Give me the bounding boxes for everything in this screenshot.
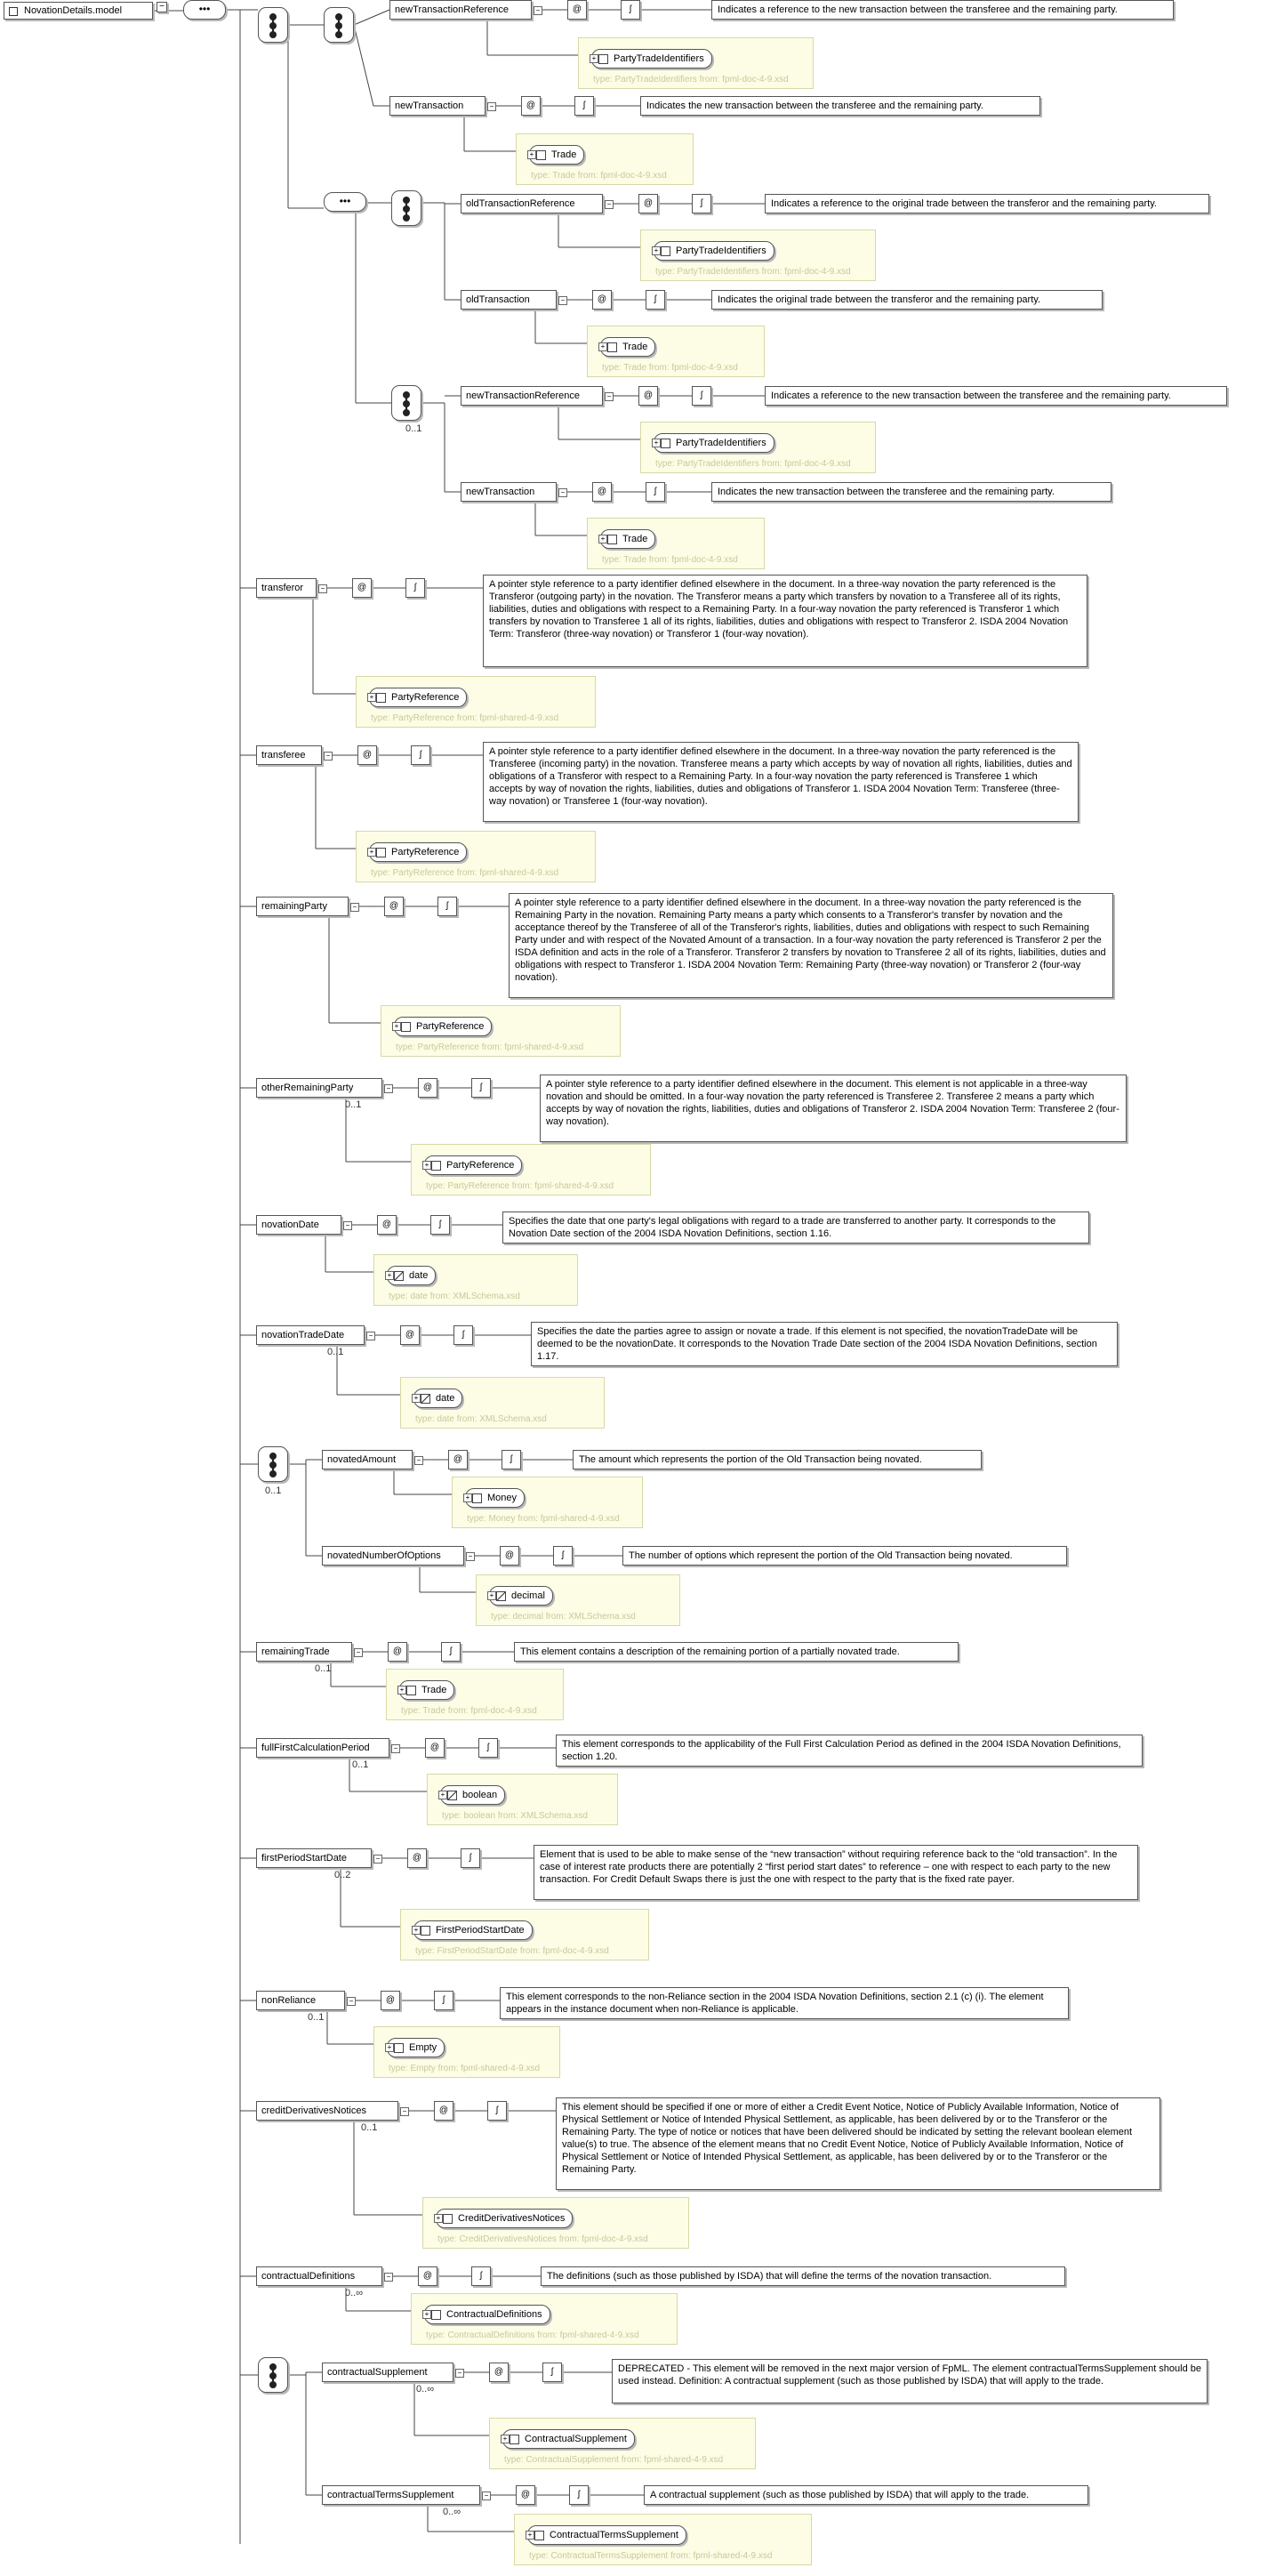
type-expand-toggle[interactable]: + [412,1926,421,1935]
type-expand-toggle[interactable]: + [422,2310,431,2319]
element-cardinality: 0..1 [352,1759,369,1770]
type-box [427,1774,618,1825]
attribute-icon[interactable]: @ [388,1642,407,1662]
attribute-icon[interactable]: @ [384,897,404,916]
annotation-icon[interactable]: ʃ [441,1642,461,1662]
expand-toggle[interactable]: − [487,102,496,111]
root-collapse-toggle[interactable]: − [156,2,167,12]
annotation-icon[interactable]: ʃ [405,578,425,598]
expand-toggle[interactable]: − [366,1332,375,1340]
type-info: type: PartyTradeIdentifiers from: fpml-doc-4-9.xsd [655,267,851,277]
type-name[interactable]: Trade [600,529,655,549]
type-info: type: ContractualTermsSupplement from: fpml-shared-4-9.xsd [529,2551,773,2561]
choice-compositor[interactable] [391,385,421,421]
type-box [373,1254,578,1306]
type-box [587,518,765,569]
attribute-icon[interactable]: @ [489,2363,509,2382]
type-info: type: date from: XMLSchema.xsd [389,1292,520,1301]
type-name[interactable]: date [387,1266,436,1285]
expand-toggle[interactable]: − [482,2491,491,2500]
type-expand-toggle[interactable]: + [527,150,536,159]
annotation-icon[interactable]: ʃ [692,386,711,406]
type-info: type: PartyReference from: fpml-shared-4-9.xsd [371,713,559,723]
element-novationTradeDate[interactable]: novationTradeDate [256,1325,365,1345]
type-expand-toggle[interactable]: + [397,1686,406,1695]
annotation-icon[interactable]: ʃ [434,1991,453,2010]
type-name[interactable]: PartyTradeIdentifiers [654,433,774,453]
type-box [640,422,876,473]
expand-toggle[interactable]: − [414,1456,423,1465]
type-name[interactable]: ContractualDefinitions [424,2305,550,2324]
attribute-icon[interactable]: @ [448,1450,468,1469]
annotation-icon[interactable]: ʃ [646,482,665,502]
type-name[interactable]: PartyReference [424,1155,522,1175]
compositor-cardinality: 0..1 [265,1485,282,1496]
attribute-icon[interactable]: @ [521,96,541,116]
attribute-icon[interactable]: @ [400,1325,420,1345]
type-box [411,1144,651,1195]
type-box [422,2197,689,2249]
type-info: type: date from: XMLSchema.xsd [415,1414,547,1424]
annotation-icon[interactable]: ʃ [502,1450,521,1469]
element-documentation: A pointer style reference to a party identifier defined elsewhere in the document. In a three-way novation the party referenced is the Transferor (outgoing party) in the novation. The Transferor means a party which transfers by novation to a Transferee all of its rights, liabilities, duties and obligations with respect to a Remaining Party. In a four-way novation the party referenced is Transferor 1 which transfers by novation to Transferee 1 all of its rights, liabilities, duties and obligations with respect to Transferor 2. ISDA 2004 Novation Term: Transferor (three-way novation) or Transferor 1 (four-way novation). [483,575,1087,667]
type-name[interactable]: FirstPeriodStartDate [413,1920,533,1940]
type-name[interactable]: Trade [399,1680,454,1700]
element-documentation: DEPRECATED - This element will be removed in the next major version of FpML. The element contractualTermsSupplement should be used instead. Definition: A contractual supplement (such as those published by ISDA) that will apply to the trade. [612,2359,1208,2403]
type-expand-toggle[interactable]: + [501,2435,510,2443]
element-documentation: Indicates the new transaction between the transferee and the remaining party. [711,482,1112,502]
annotation-icon[interactable]: ʃ [692,194,711,213]
type-expand-toggle[interactable]: + [487,1591,496,1600]
element-contractualTermsSupplement[interactable]: contractualTermsSupplement [322,2485,480,2505]
type-name[interactable]: Money [465,1488,525,1508]
attribute-icon[interactable]: @ [567,0,587,20]
choice-compositor[interactable] [258,1446,288,1482]
element-transferee[interactable]: transferee [256,745,322,765]
compositor-cardinality: 0..1 [405,423,422,434]
annotation-icon[interactable]: ʃ [553,1546,573,1566]
element-cardinality: 0..1 [308,2012,325,2023]
element-novatedNumberOfOptions[interactable]: novatedNumberOfOptions [322,1546,464,1566]
element-novatedAmount[interactable]: novatedAmount [322,1450,413,1469]
expand-toggle[interactable]: − [534,6,542,15]
element-documentation: Indicates the original trade between the transferor and the remaining party. [711,290,1103,310]
type-expand-toggle[interactable]: + [438,1791,447,1799]
attribute-icon[interactable]: @ [357,745,377,765]
element-nonReliance[interactable]: nonReliance [256,1991,345,2010]
element-documentation: Specifies the date that one party's legal obligations with regard to a trade are transferred to another party. It corresponds to the Novation Date section of the 2004 ISDA Novation Definitions, section 1.16. [502,1212,1089,1244]
type-name[interactable]: PartyTradeIdentifiers [654,241,774,261]
type-box [516,133,694,185]
type-info: type: PartyReference from: fpml-shared-4-9.xsd [426,1181,614,1191]
element-cardinality: 0..1 [315,1663,332,1674]
type-name[interactable]: decimal [489,1586,553,1606]
type-expand-toggle[interactable]: + [385,1271,394,1280]
type-name[interactable]: Trade [529,145,584,165]
element-documentation: The definitions (such as those published by ISDA) that will define the terms of the novation transaction. [541,2266,1065,2286]
attribute-icon[interactable]: @ [500,1546,519,1566]
root-model-node[interactable] [4,2,153,20]
element-documentation: Element that is used to be able to make sense of the “new transaction” without requiring reference back to the “old transaction”. In the case of interest rate products there are potentially 2 “first period start dates” to reference – one with respect to each party to the new transaction. For Credit Default Swaps there is just the one with respect to the party that is the fixed rate payer. [534,1845,1138,1900]
type-info: type: Trade from: fpml-doc-4-9.xsd [602,555,738,565]
type-name[interactable]: Trade [600,337,655,357]
element-oldTransactionReference[interactable]: oldTransactionReference [461,194,603,213]
expand-toggle[interactable]: − [558,488,567,497]
element-cardinality: 0..1 [327,1347,344,1357]
element-documentation: This element should be specified if one or more of either a Credit Event Notice, Notice of Publicly Available Information, Notice of Physical Settlement or Notice of Intended Physical Settlement, as applicable, has been delivered by or to the Transferor or the Remaining Party. The type of notice or notices that have been delivered should be indicated by setting the relevant boolean element value(s) to true. The absence of the element means that no Credit Event Notice, Notice of Publicly Available Information, Notice of Physical Settlement or Notice of Intended Physical Settlement, as applicable, has been delivered by or to the Transferor or the Remaining Party. [556,2097,1160,2190]
attribute-icon[interactable]: @ [418,2266,437,2286]
element-cardinality: 0..2 [334,1870,351,1880]
type-info: type: ContractualDefinitions from: fpml-shared-4-9.xsd [426,2330,639,2340]
type-name[interactable]: date [413,1389,462,1408]
sequence-compositor[interactable]: ••• [324,192,366,212]
expand-toggle[interactable]: − [400,2107,409,2116]
expand-toggle[interactable]: − [455,2369,464,2378]
attribute-icon[interactable]: @ [434,2101,453,2121]
type-box [489,2418,756,2469]
expand-toggle[interactable]: − [605,392,614,401]
type-box [373,2026,560,2078]
type-box [514,2514,812,2565]
annotation-icon[interactable]: ʃ [621,0,640,20]
expand-toggle[interactable]: − [391,1744,400,1753]
type-box [381,1005,621,1057]
type-info: type: CreditDerivativesNotices from: fpml-doc-4-9.xsd [437,2234,648,2244]
element-documentation: A pointer style reference to a party identifier defined elsewhere in the document. In a three-way novation the party referenced is the Transferee (incoming party) in the novation. Transferee means a party which accepts by way of novation all rights, liabilities, duties and obligations of a Transferor with respect to a Remaining Party. In a four-way novation the party referenced is Transferee 1 which accepts by way of novation the rights, liabilities, duties and obligations of Transferor 1. ISDA 2004 Novation Term: Transferee (three-way novation) or Transferee 1 (four-way novation). [483,742,1079,822]
expand-toggle[interactable]: − [318,584,327,593]
expand-toggle[interactable]: − [384,1084,393,1093]
element-documentation: A contractual supplement (such as those published by ISDA) that will apply to the trade. [644,2485,1088,2505]
element-cardinality: 0..∞ [443,2507,461,2517]
type-expand-toggle[interactable]: + [652,439,661,447]
annotation-icon[interactable]: ʃ [411,745,430,765]
type-name[interactable]: ContractualTermsSupplement [527,2525,686,2545]
expand-toggle[interactable]: − [605,200,614,209]
element-documentation: The amount which represents the portion of the Old Transaction being novated. [573,1450,982,1469]
type-expand-toggle[interactable]: + [652,246,661,255]
element-documentation: A pointer style reference to a party identifier defined elsewhere in the document. This element is not applicable in a three-way novation and should be omitted. In a four-way novation the party referenced is Transferee 2. Transferee 2 means a party which accepts by way of novation the rights, liabilities, duties and obligations of Transferor 2. ISDA 2004 Novation Term: Transferee 2 (four-way novation). [540,1075,1127,1142]
choice-compositor[interactable] [324,7,354,43]
annotation-icon[interactable]: ʃ [461,1848,480,1868]
type-info: type: ContractualSupplement from: fpml-shared-4-9.xsd [504,2455,724,2465]
element-newTransactionReference[interactable]: newTransactionReference [461,386,603,406]
expand-toggle[interactable]: − [354,1648,363,1657]
type-info: type: Money from: fpml-shared-4-9.xsd [467,1514,620,1524]
type-box [452,1477,643,1528]
type-name[interactable]: PartyReference [369,688,467,707]
element-newTransactionReference[interactable]: newTransactionReference [389,0,532,20]
element-documentation: The number of options which represent the portion of the Old Transaction being novated. [622,1546,1067,1566]
type-expand-toggle[interactable]: + [422,1161,431,1170]
type-expand-toggle[interactable]: + [385,2043,394,2052]
element-remainingParty[interactable]: remainingParty [256,897,349,916]
attribute-icon[interactable]: @ [377,1215,397,1235]
type-info: type: PartyReference from: fpml-shared-4-9.xsd [396,1042,584,1052]
element-creditDerivativesNotices[interactable]: creditDerivativesNotices [256,2101,398,2121]
annotation-icon[interactable]: ʃ [487,2101,507,2121]
type-box [356,676,596,728]
element-contractualSupplement[interactable]: contractualSupplement [322,2363,453,2382]
type-expand-toggle[interactable]: + [598,342,607,351]
type-box [356,831,596,882]
element-contractualDefinitions[interactable]: contractualDefinitions [256,2266,382,2286]
type-expand-toggle[interactable]: + [412,1394,421,1403]
element-cardinality: 0..1 [345,1099,362,1110]
type-expand-toggle[interactable]: + [392,1022,401,1031]
type-expand-toggle[interactable]: + [367,693,376,702]
type-name[interactable]: PartyTradeIdentifiers [591,49,712,68]
attribute-icon[interactable]: @ [638,386,658,406]
choice-compositor[interactable] [258,7,288,43]
type-info: type: Empty from: fpml-shared-4-9.xsd [389,2064,541,2073]
element-documentation: This element corresponds to the non-Reliance section in the 2004 ISDA Novation Definitions, section 2.1 (c) (i). The element appears in the instance document when non-Reliance is applicable. [500,1987,1069,2019]
element-documentation: Indicates a reference to the original trade between the transferor and the remaining party. [765,194,1209,213]
type-info: type: PartyReference from: fpml-shared-4-9.xsd [371,868,559,878]
type-info: type: Trade from: fpml-doc-4-9.xsd [401,1706,537,1716]
expand-toggle[interactable]: − [324,752,333,761]
expand-toggle[interactable]: − [350,903,359,912]
element-documentation: This element corresponds to the applicability of the Full First Calculation Period as defined in the 2004 ISDA Novation Definitions, section 1.20. [556,1735,1143,1767]
expand-toggle[interactable]: − [373,1855,382,1864]
type-expand-toggle[interactable]: + [598,535,607,543]
type-info: type: boolean from: XMLSchema.xsd [442,1811,588,1821]
type-info: type: Trade from: fpml-doc-4-9.xsd [602,363,738,373]
element-documentation: Indicates a reference to the new transaction between the transferee and the remaining party. [765,386,1227,406]
element-documentation: A pointer style reference to a party identifier defined elsewhere in the document. In a three-way novation the party referenced is the Remaining Party in the novation. Remaining Party means a party which consents to a Transferor's transfer by novation and the acceptance thereof by the Transferee of all of the Transferor's rights, liabilities, duties and obligations with respect to such Remaining Party under and with respect of the Novated Amount of a transaction. In a four-way novation the party referenced is Transferor 2 per the ISDA definition and acts in the role of a Transferor. Transferor 2 transfers by novation to Transferee 2 all of its rights, liabilities, duties and obligations with respect to Transferor 1. ISDA 2004 Novation Term: Remaining Party (three-way novation) or Transferor 2 (four-way novation). [509,893,1113,998]
annotation-icon[interactable]: ʃ [569,2485,589,2505]
attribute-icon[interactable]: @ [638,194,658,213]
type-box [587,326,765,377]
root-model-label: NovationDetails.model [24,5,123,16]
attribute-icon[interactable]: @ [381,1991,400,2010]
type-name[interactable]: Empty [387,2038,445,2057]
type-box [578,37,814,89]
element-novationDate[interactable]: novationDate [256,1215,341,1235]
attribute-icon[interactable]: @ [592,290,612,310]
type-expand-toggle[interactable]: + [463,1493,472,1502]
type-box [476,1574,680,1626]
type-expand-toggle[interactable]: + [590,54,598,63]
type-box [400,1377,605,1429]
expand-toggle[interactable]: − [558,296,567,305]
element-newTransaction[interactable]: newTransaction [389,96,486,116]
type-name[interactable]: PartyReference [394,1017,492,1036]
annotation-icon[interactable]: ʃ [478,1738,498,1758]
expand-toggle[interactable]: − [347,1997,356,2006]
annotation-icon[interactable]: ʃ [646,290,665,310]
type-box [386,1669,564,1720]
type-info: type: FirstPeriodStartDate from: fpml-doc-4-9.xsd [415,1946,609,1956]
element-cardinality: 0..1 [361,2122,378,2133]
element-oldTransaction[interactable]: oldTransaction [461,290,557,310]
type-info: type: Trade from: fpml-doc-4-9.xsd [531,171,667,181]
type-name[interactable]: CreditDerivativesNotices [436,2209,573,2228]
expand-toggle[interactable]: − [466,1552,475,1561]
type-name[interactable]: PartyReference [369,842,467,862]
attribute-icon[interactable]: @ [352,578,372,598]
attribute-icon[interactable]: @ [516,2485,535,2505]
type-info: type: PartyTradeIdentifiers from: fpml-doc-4-9.xsd [655,459,851,469]
type-box [400,1909,649,1960]
annotation-icon[interactable]: ʃ [471,1078,491,1098]
attribute-icon[interactable]: @ [592,482,612,502]
element-documentation: Indicates a reference to the new transaction between the transferee and the remaining party. [711,0,1174,20]
annotation-icon[interactable]: ʃ [437,897,457,916]
type-name[interactable]: ContractualSupplement [502,2429,635,2449]
element-documentation: Indicates the new transaction between the transferee and the remaining party. [640,96,1040,116]
element-fullFirstCalculationPeriod[interactable]: fullFirstCalculationPeriod [256,1738,389,1758]
element-firstPeriodStartDate[interactable]: firstPeriodStartDate [256,1848,372,1868]
type-expand-toggle[interactable]: + [367,848,376,857]
element-cardinality: 0..∞ [416,2384,435,2395]
expand-toggle[interactable]: − [343,1221,352,1230]
type-info: type: decimal from: XMLSchema.xsd [491,1612,636,1622]
type-expand-toggle[interactable]: + [526,2531,534,2540]
element-documentation: Specifies the date the parties agree to assign or novate a trade. If this element is not specified, the novationTradeDate will be deemed to be the novationDate. It corresponds to the Novation Trade Date section of the 2004 ISDA Novation Definitions, section 1.17. [531,1322,1118,1366]
annotation-icon[interactable]: ʃ [542,2363,562,2382]
sequence-compositor[interactable]: ••• [183,0,226,20]
element-newTransaction[interactable]: newTransaction [461,482,557,502]
type-expand-toggle[interactable]: + [434,2214,443,2223]
element-otherRemainingParty[interactable]: otherRemainingParty [256,1078,382,1098]
expand-toggle[interactable]: − [384,2273,393,2282]
attribute-icon[interactable]: @ [407,1848,427,1868]
attribute-icon[interactable]: @ [425,1738,445,1758]
choice-compositor[interactable] [258,2357,288,2393]
element-cardinality: 0..∞ [345,2288,364,2298]
type-name[interactable]: boolean [440,1785,505,1805]
type-box [411,2293,678,2345]
annotation-icon[interactable]: ʃ [453,1325,473,1345]
annotation-icon[interactable]: ʃ [430,1215,450,1235]
attribute-icon[interactable]: @ [418,1078,437,1098]
annotation-icon[interactable]: ʃ [574,96,594,116]
element-remainingTrade[interactable]: remainingTrade [256,1642,352,1662]
type-box [640,229,876,281]
annotation-icon[interactable]: ʃ [471,2266,491,2286]
element-documentation: This element contains a description of the remaining portion of a partially novated trade. [514,1642,959,1662]
element-transferor[interactable]: transferor [256,578,317,598]
choice-compositor[interactable] [391,190,421,226]
type-info: type: PartyTradeIdentifiers from: fpml-doc-4-9.xsd [593,75,789,85]
